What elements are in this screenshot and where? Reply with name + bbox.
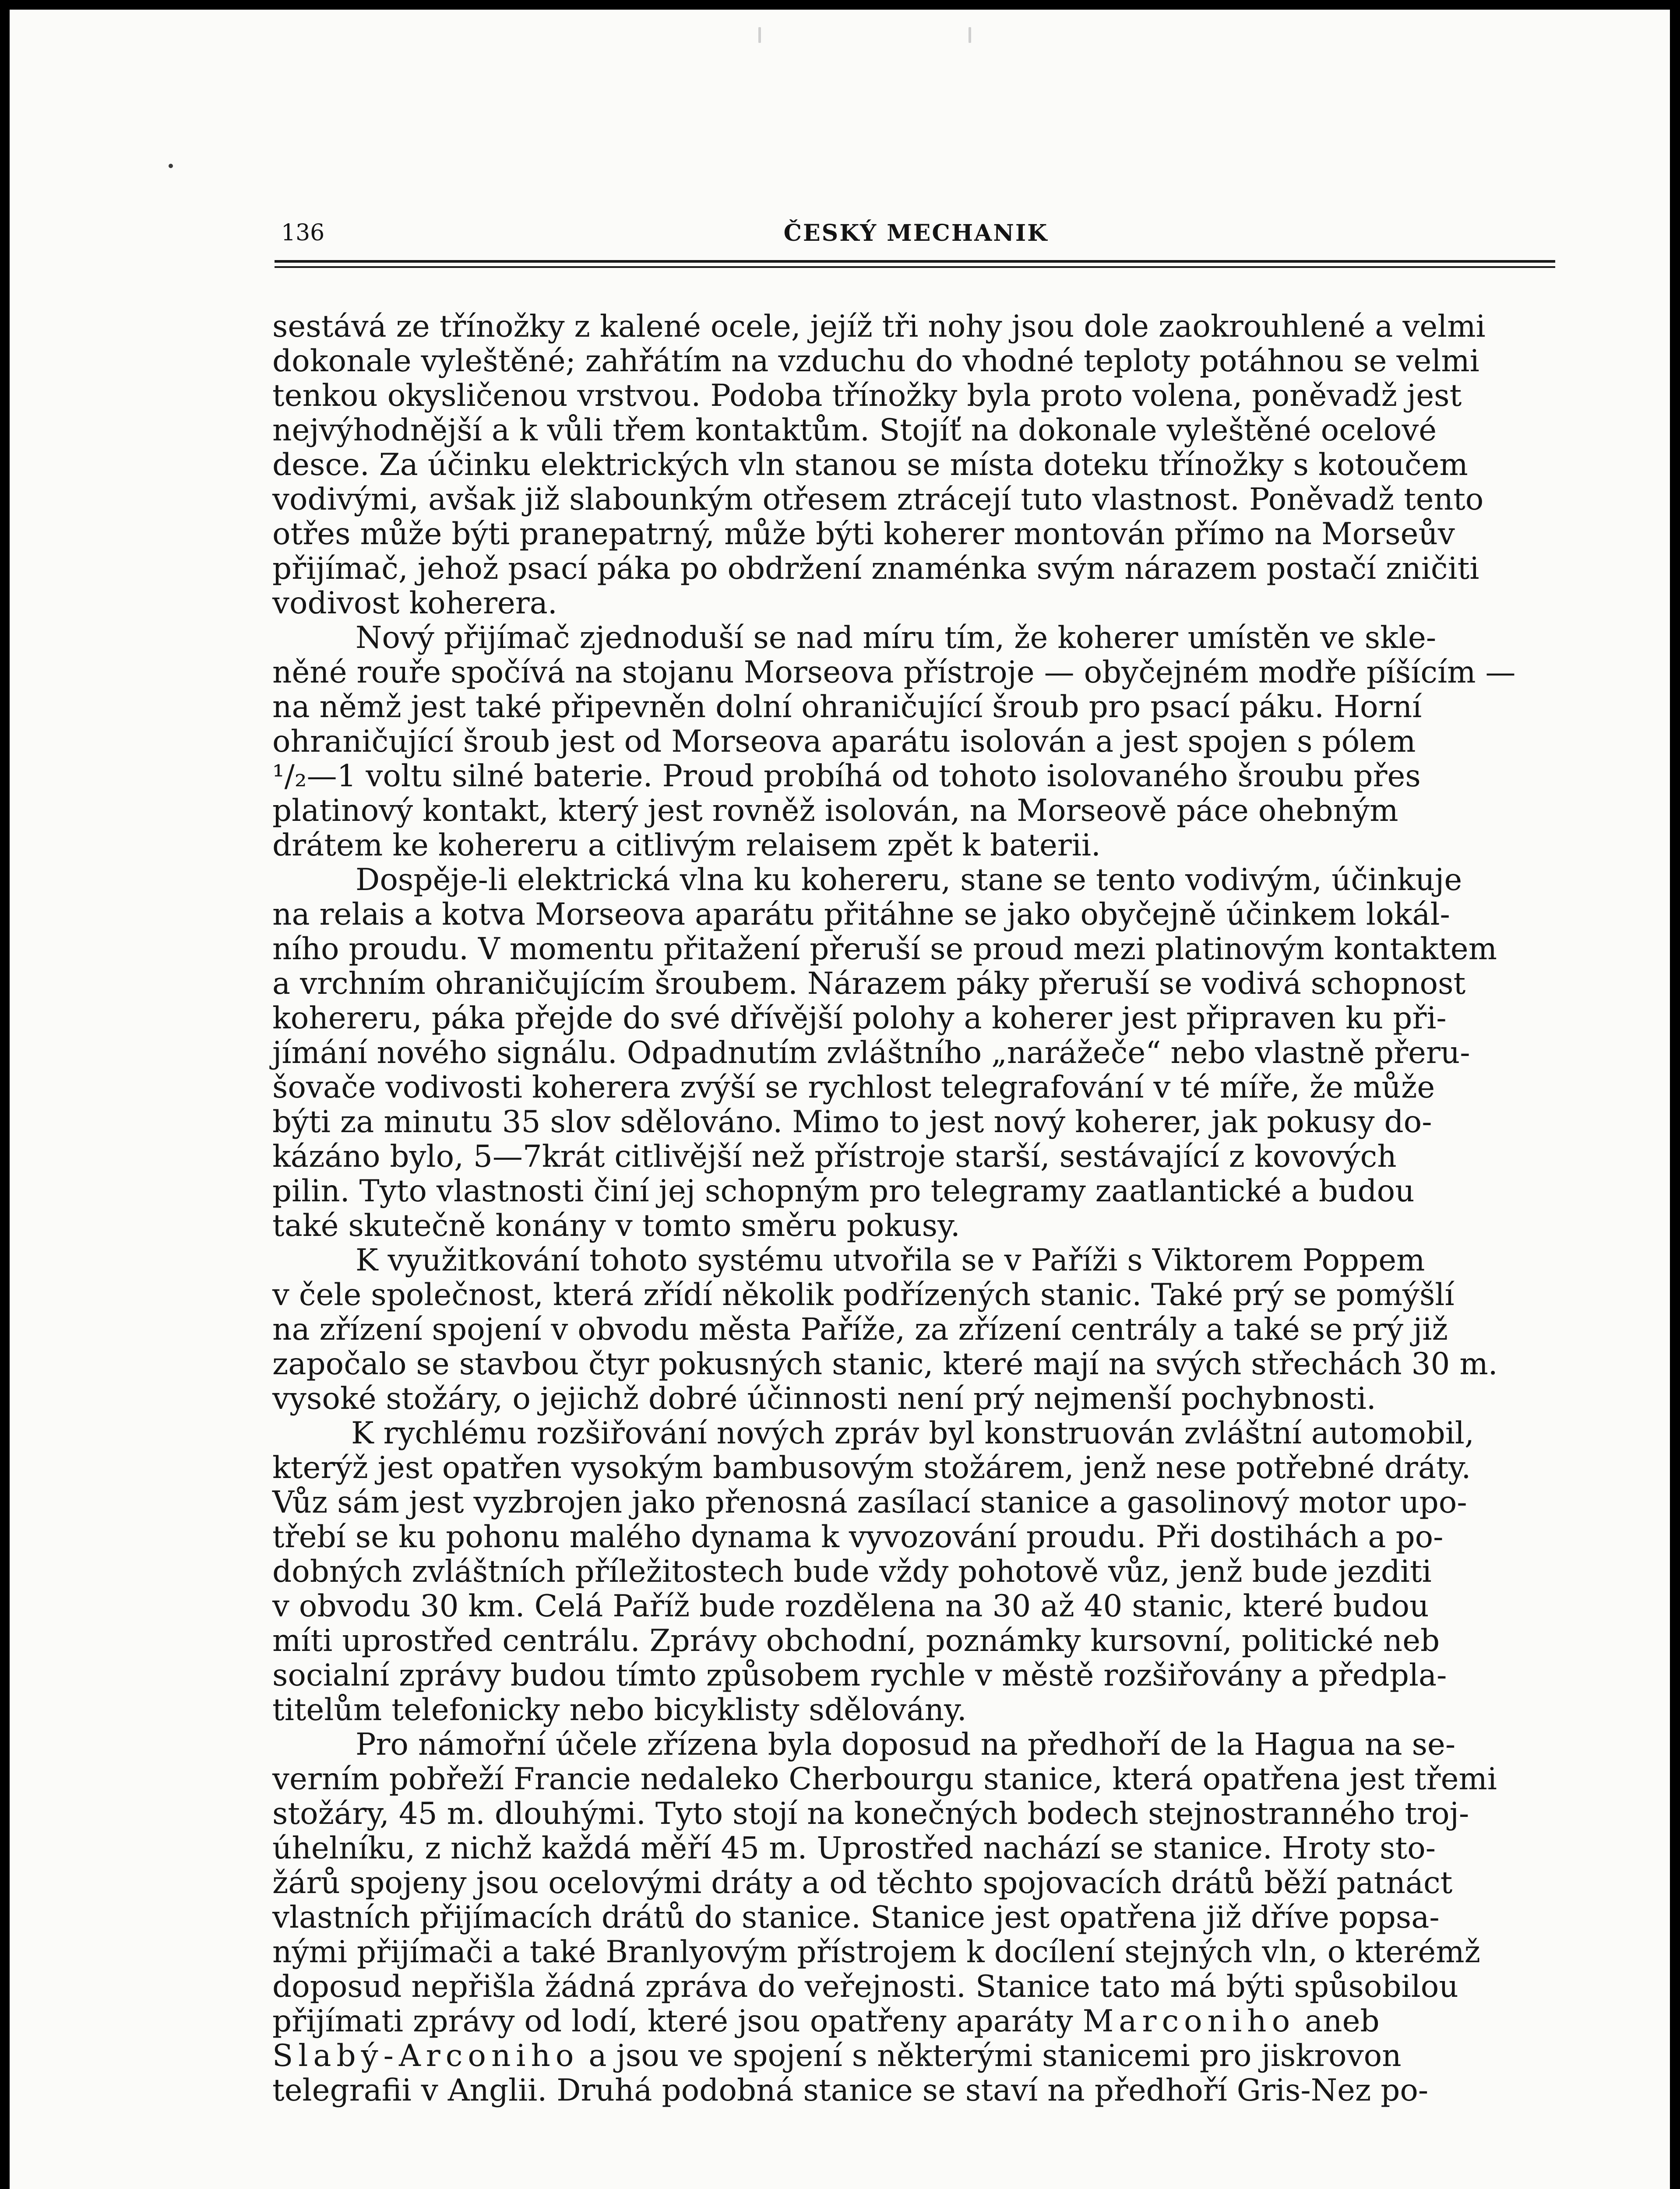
paragraph: K rychlému rozšiřování nových zpráv byl konstruován zvláštní automobil, kterýž jest opatřen vysokým bambusovým stožárem, jenž nese potřebné dráty. Vůz sám jest vyzbrojen jako přenosná zasílací stanice a gasolinový motor upo- třebí se ku pohonu malého dynama k vyvozování proudu. Při dostihách a po- dobných zvláštních příležitostech bude vždy pohotově vůz, jenž bude jezditi v obvodu 30 km. Celá Paříž bude rozdělena na 30 až 40 stanic, které budou míti uprostřed centrálu. Zprávy obchodní, poznámky kursovní, politické neb socialní zprávy budou tímto způsobem rychle v městě rozšiřovány a předpla- titelům telefonicky nebo bicyklisty sdělovány. [272, 1416, 1474, 1728]
body-text [272, 310, 1564, 2108]
paragraph: K využitkování tohoto systému utvořila se v Paříži s Viktorem Poppem v čele společnost, která zřídí několik podřízených stanic. Také prý se pomýšlí na zřízení spojení v obvodu města Paříže, za zřízení centrály a také se prý již započalo se stavbou čtyr pokusných stanic, které mají na svých střechách 30 m. vysoké stožáry, o jejichž dobré účinnosti není prý nejmenší pochybnosti. [272, 1243, 1498, 1416]
scan-mark [969, 27, 971, 43]
header-rule-thin [275, 266, 1555, 268]
page-number: 136 [281, 220, 325, 246]
book-page [10, 10, 1670, 2189]
running-title: ČESKÝ MECHANIK [783, 220, 1049, 246]
paragraph [272, 1728, 1564, 2108]
paragraph-text: Pro námořní účele zřízena byla doposud na předhoří de la Hagua na se- verním pobřeží Francie nedaleko Cherbourgu stanice, která opatřena jest třemi stožáry, 45 m. dlouhými. Tyto stojí na konečných bodech stejnostranného troj- úhelníku, z nichž každá měří 45 m. Uprostřed nachází se stanice. Hroty sto- žárů spojeny jsou ocelovými dráty a od těchto spojovacích drátů běží patnáct vlastních přijímacích drátů do stanice. Stanice jest opatřena již dříve popsa- nými přijímači a také Branlyovým přístrojem k docílení stejných vln, o kterémž doposud nepřišla žádná zpráva do veřejnosti. Stanice tato má býti spůsobilou přijímati zprávy od lodí, které jsou opatřeny aparáty [272, 1727, 1497, 2039]
paragraph: Nový přijímač zjednoduší se nad míru tím, že koherer umístěn ve skle- něné rouře spočívá na stojanu Morseova přístroje — obyčejném modře píšícím — na němž jest také připevněn dolní ohraničující šroub pro psací páku. Horní ohraničující šroub jest od Morseova aparátu isolován a jest spojen s pólem ¹/₂—1 voltu silné baterie. Proud probíhá od tohoto isolovaného šroubu přes platinový kontakt, který jest rovněž isolován, na Morseově páce ohebným drátem ke kohereru a citlivým relaisem zpět k baterii. [272, 620, 1516, 863]
paragraph-text: aneb [1295, 2004, 1380, 2039]
paragraph: sestává ze třínožky z kalené ocele, jejíž tři nohy jsou dole zaokrouhlené a velmi dokonale vyleštěné; zahřátím na vzduchu do vhodné teploty potáhnou se velmi tenkou okysličenou vrstvou. Podoba třínožky byla proto volena, poněvadž jest nejvýhodnější a k vůli třem kontaktům. Stojíť na dokonale vyleštěné ocelové desce. Za účinku elektrických vln stanou se místa doteku třínožky s kotoučem vodivými, avšak již slabounkým otřesem ztrácejí tuto vlastnost. Poněvadž tento otřes může býti pranepatrný, může býti koherer montován přímo na Morseův přijímač, jehož psací páka po obdržení znaménka svým nárazem postačí zničiti vodivost koherera. [272, 309, 1486, 621]
paragraph: Dospěje-li elektrická vlna ku kohereru, stane se tento vodivým, účinkuje na relais a kotva Morseova aparátu přitáhne se jako obyčejně účinkem lokál- ního proudu. V momentu přitažení přeruší se proud mezi platinovým kontaktem a vrchním ohraničujícím šroubem. Nárazem páky přeruší se vodivá schopnost kohereru, páka přejde do své dřívější polohy a koherer jest připraven ku při- jímání nového signálu. Odpadnutím zvláštního „narážeče“ nebo vlastně přeru- šovače vodivosti koherera zvýší se rychlost telegrafování v té míře, že může býti za minutu 35 slov sdělováno. Mimo to jest nový koherer, jak pokusy do- kázáno bylo, 5—7krát citlivější než přístroje starší, sestávající z kovových pilin. Tyto vlastnosti činí jej schopným pro telegramy zaatlantické a budou také skutečně konány v tomto směru pokusy. [272, 862, 1497, 1243]
ink-speck [169, 164, 173, 168]
person-name: Slabý-Arconiho [272, 2038, 579, 2073]
scan-mark [758, 27, 761, 43]
paragraph-text: a jsou ve spojení s některými stanicemi pro jiskrovon telegrafii v Anglii. Druhá podobná stanice se staví na předhoří Gris-Nez po- [272, 2038, 1429, 2108]
person-name: Marconiho [1082, 2004, 1296, 2039]
page-header [272, 215, 1560, 264]
header-rule [275, 260, 1555, 263]
